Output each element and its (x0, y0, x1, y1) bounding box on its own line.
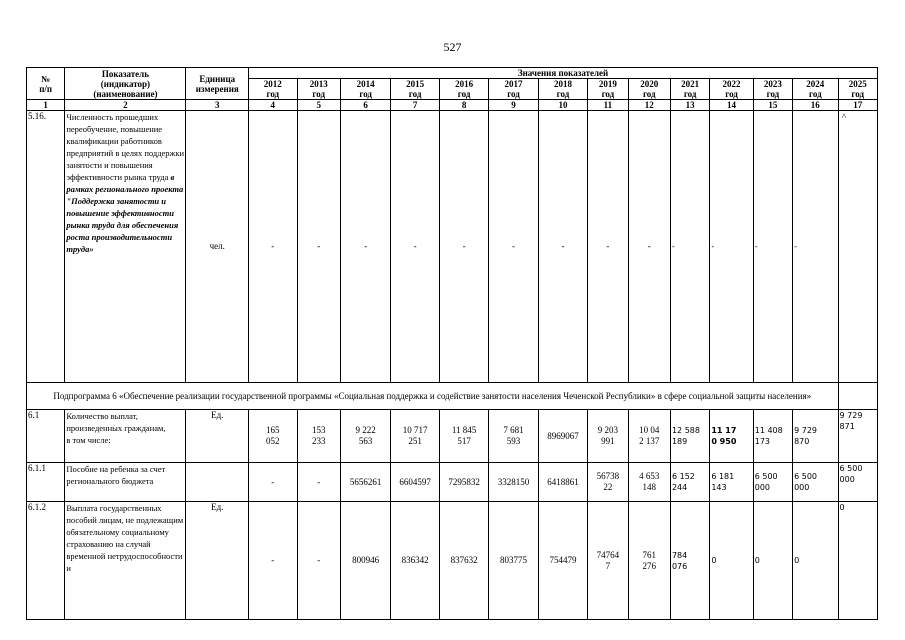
value-cell: 9 729 870 (793, 410, 838, 463)
row-code: 6.1.2 (27, 502, 65, 620)
value-cell: 9 222 563 (340, 410, 390, 463)
value-cell: - (439, 111, 488, 383)
value-cell: 7295832 (439, 463, 488, 502)
value-cell: 6604597 (391, 463, 439, 502)
column-number: 6 (340, 100, 390, 111)
value-cell: - (391, 111, 439, 383)
value-cell: 11 845 517 (439, 410, 488, 463)
value-cell: - (793, 111, 838, 383)
value-cell: 6 181 143 (710, 463, 753, 502)
column-number: 16 (793, 100, 838, 111)
column-number: 4 (249, 100, 297, 111)
column-number: 10 (538, 100, 587, 111)
value-cell: - (670, 111, 709, 383)
year-header: 2021 год (670, 79, 709, 100)
subprogram-row (27, 383, 878, 410)
value-cell: - (249, 463, 297, 502)
indicator-name: Пособие на ребенка за счет регионального бюджета (65, 463, 186, 502)
value-cell: 784 076 (670, 502, 709, 620)
year-header: 2022 год (710, 79, 753, 100)
value-cell: ˄ (838, 111, 877, 383)
row-code: 6.1.1 (27, 463, 65, 502)
value-cell: 836342 (391, 502, 439, 620)
value-cell: 761 276 (628, 502, 670, 620)
value-cell: 0 (710, 502, 753, 620)
column-number: 5 (297, 100, 340, 111)
value-cell: - (297, 111, 340, 383)
value-cell: 11 17 0 950 (710, 410, 753, 463)
value-cell: 6 500 000 (753, 463, 792, 502)
value-cell: - (297, 502, 340, 620)
column-number: 11 (588, 100, 628, 111)
value-cell: 12 588 189 (670, 410, 709, 463)
value-cell: - (249, 502, 297, 620)
indicator-name (65, 111, 186, 383)
col-header-indicator: Показатель (индикатор) (наименование) (65, 68, 186, 100)
year-header: 2018 год (538, 79, 587, 100)
year-header: 2016 год (439, 79, 488, 100)
value-cell: - (489, 111, 538, 383)
value-cell: 6 500 000 (793, 463, 838, 502)
value-cell: 9 203 991 (588, 410, 628, 463)
column-number: 15 (753, 100, 792, 111)
column-number: 1 (27, 100, 65, 111)
value-cell: 165 052 (249, 410, 297, 463)
year-header: 2012 год (249, 79, 297, 100)
table-row-6-1-1 (27, 463, 878, 502)
year-header: 2023 год (753, 79, 792, 100)
row-code: 6.1 (27, 410, 65, 463)
value-cell: - (340, 111, 390, 383)
value-cell: 0 (838, 502, 877, 620)
column-number: 13 (670, 100, 709, 111)
unit-cell: чел. (186, 111, 249, 383)
unit-cell: Ед. (186, 502, 249, 620)
value-cell: 0 (793, 502, 838, 620)
year-header: 2025 год (838, 79, 877, 100)
value-cell: 3328150 (489, 463, 538, 502)
col-header-num: № п/п (27, 68, 65, 100)
column-number: 12 (628, 100, 670, 111)
value-cell: - (588, 111, 628, 383)
column-number: 14 (710, 100, 753, 111)
column-number: 3 (186, 100, 249, 111)
indicator-name-plain: Численность прошедших переобучение, повышение квалификации работников предприятий в целях поддержки занятости и повышения эффективности рынка труда (66, 112, 185, 182)
value-cell: 6418861 (538, 463, 587, 502)
value-cell: 5656261 (340, 463, 390, 502)
col-header-values: Значения показателей (249, 68, 878, 79)
subprogram-title: Подпрограмма 6 «Обеспечение реализации государственной программы «Социальная поддержка и содействие занятости населения Чеченской Республики» в сфере социальной защиты населения» (27, 383, 839, 410)
value-cell: 10 717 251 (391, 410, 439, 463)
unit-cell (186, 463, 249, 502)
value-cell: 800946 (340, 502, 390, 620)
value-cell: 6 152 244 (670, 463, 709, 502)
year-header: 2019 год (588, 79, 628, 100)
value-cell: 803775 (489, 502, 538, 620)
column-number: 17 (838, 100, 877, 111)
year-header: 2015 год (391, 79, 439, 100)
value-cell: 7 681 593 (489, 410, 538, 463)
year-header: 2014 год (340, 79, 390, 100)
row-code: 5.16. (27, 111, 65, 383)
value-cell: 11 408 173 (753, 410, 792, 463)
value-cell: - (297, 463, 340, 502)
value-cell: 153 233 (297, 410, 340, 463)
column-number-row (27, 100, 878, 111)
value-cell: 0 (753, 502, 792, 620)
indicator-name: Выплата государственных пособий лицам, не подлежащим обязательному социальному страхованию на случай временной нетрудоспособности и (65, 502, 186, 620)
year-header: 2017 год (489, 79, 538, 100)
value-cell: 74764 7 (588, 502, 628, 620)
indicators-table (26, 67, 878, 620)
value-cell: 4 653 148 (628, 463, 670, 502)
header-row (27, 68, 878, 79)
value-cell: 10 04 2 137 (628, 410, 670, 463)
indicator-name: Количество выплат, произведенных гражданам, в том числе: (65, 410, 186, 463)
unit-cell: Ед. (186, 410, 249, 463)
year-header: 2024 год (793, 79, 838, 100)
value-cell: 8969067 (538, 410, 587, 463)
value-cell: 56738 22 (588, 463, 628, 502)
column-number: 8 (439, 100, 488, 111)
value-cell: 754479 (538, 502, 587, 620)
column-number: 9 (489, 100, 538, 111)
value-cell: - (249, 111, 297, 383)
value-cell: - (628, 111, 670, 383)
value-cell: - (753, 111, 792, 383)
value-cell: - (538, 111, 587, 383)
empty-cell (838, 383, 877, 410)
page-number: 527 (443, 40, 462, 54)
value-cell: 9 729 871 (838, 410, 877, 463)
year-header: 2020 год (628, 79, 670, 100)
table-row-6-1 (27, 410, 878, 463)
column-number: 2 (65, 100, 186, 111)
table-row-5-16 (27, 111, 878, 383)
col-header-unit: Единица измерения (186, 68, 249, 100)
value-cell: 6 500 000 (838, 463, 877, 502)
indicator-name-italic: в рамках регионального проекта "Поддержка занятости и повышение эффективности рынка труда для обеспечения роста производительности труда» (66, 172, 184, 254)
value-cell: - (710, 111, 753, 383)
column-number: 7 (391, 100, 439, 111)
value-cell: 837632 (439, 502, 488, 620)
year-header: 2013 год (297, 79, 340, 100)
table-row-6-1-2 (27, 502, 878, 620)
